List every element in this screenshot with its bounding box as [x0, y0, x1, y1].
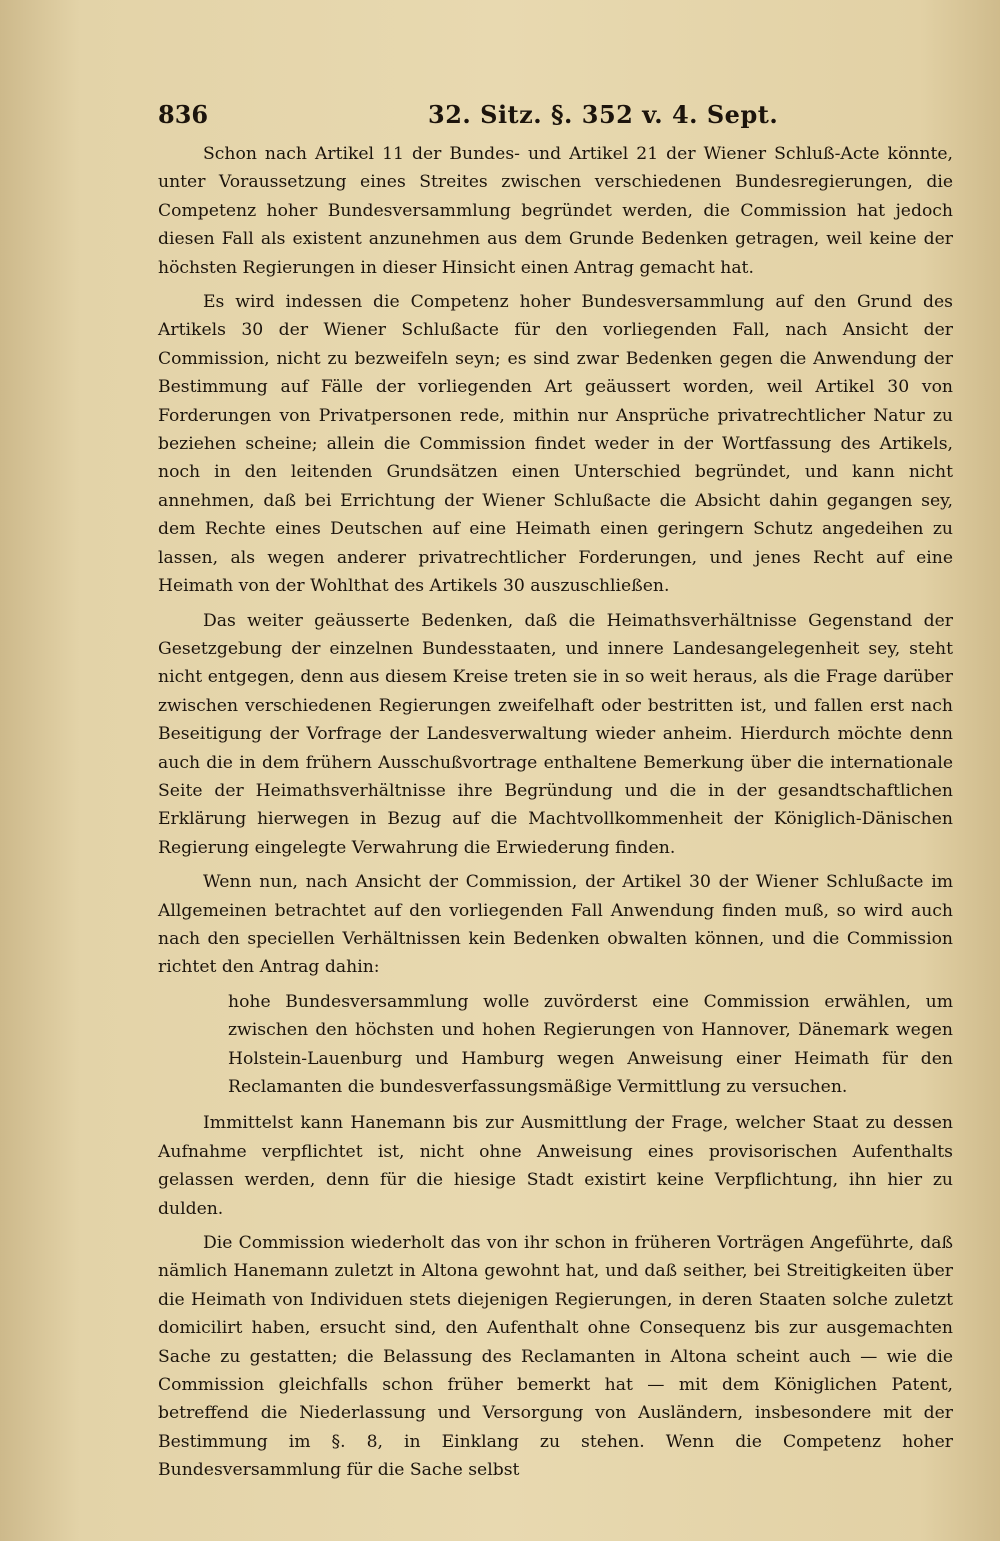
- page-number: 836: [158, 100, 209, 129]
- running-head: 32. Sitz. §. 352 v. 4. Sept.: [428, 100, 779, 129]
- paragraph-commission-motion-intro: Wenn nun, nach Ansicht der Commission, der Artikel 30 der Wiener Schlußacte im Allgemeinen betrachtet auf den vorliegenden Fall Anwendung finden muß, so wird auch nach den speciellen Verhältnissen kein Bedenken obwalten können, und die Commission richtet den Antrag dahin:: [158, 872, 953, 978]
- paragraph-competence-articles: Schon nach Artikel 11 der Bundes- und Artikel 21 der Wiener Schluß-Acte könnte, unter Voraussetzung eines Streites zwischen verschiedenen Bundesregierungen, die Competenz hoher Bundesversammlung begründet werden, die Commission hat jedoch diesen Fall als existent anzunehmen aus dem Grunde Bedenken getragen, weil keine der höchsten Regierungen in dieser Hinsicht einen Antrag gemacht hat.: [158, 144, 953, 278]
- paragraph-further-concerns: Das weiter geäusserte Bedenken, daß die Heimathsverhältnisse Gegenstand der Gesetzgebung der einzelnen Bundesstaaten, und innere Landesangelegenheit sey, steht nicht entgegen, denn aus diesem Kreise treten sie in so weit heraus, als die Frage darüber zwischen verschiedenen Regierungen zweifelhaft oder bestritten ist, und fallen erst nach Beseitigung der Vorfrage der Landesverwaltung wieder anheim. Hierdurch möchte denn auch die in dem frühern Ausschußvortrage enthaltene Bemerkung über die internationale Seite der Heimathsverhältnisse ihre Begründung und die in der gesandtschaftlichen Erklärung hierwegen in Bezug auf die Machtvollkommenheit der Königlich-Dänischen Regierung eingelegte Verwahrung die Erwiederung finden.: [158, 610, 953, 858]
- paragraph-article-30: Es wird indessen die Competenz hoher Bundesversammlung auf den Grund des Artikels 30 der Wiener Schlußacte für den vorliegenden Fall, nach Ansicht der Commission, nicht zu bezweifeln seyn; es sind zwar Bedenken gegen die Anwendung der Bestimmung auf Fälle der vorliegenden Art geäussert worden, weil Artikel 30 von Forderungen von Privatpersonen rede, mithin nur Ansprüche privatrechtlicher Natur zu beziehen scheine; allein die Commission findet weder in der Wortfassung des Artikels, noch in den leitenden Grundsätzen einen Unterschied begründet, und kann nicht annehmen, daß bei Errichtung der Wiener Schlußacte die Absicht dahin gegangen sey, dem Rechte eines Deutschen auf eine Heimath einen geringern Schutz angedeihen zu lassen, als wegen anderer privatrechtlicher Forderungen, und jenes Recht auf eine Heimath von der Wohlthat des Artikels 30 auszuschließen.: [158, 292, 953, 597]
- page-header: [158, 100, 930, 134]
- paragraph-provisional-residence: Immittelst kann Hanemann bis zur Ausmittlung der Frage, welcher Staat zu dessen Aufnahme verpflichtet ist, nicht ohne Anweisung eines provisorischen Aufenthalts gelassen werden, denn für die hiesige Stadt existirt keine Verpflichtung, ihn hier zu dulden.: [158, 1113, 953, 1219]
- motion-text: hohe Bundesversammlung wolle zuvörderst eine Commission erwählen, um zwischen den höchsten und hohen Regierungen von Hannover, Dänemark wegen Holstein-Lauenburg und Hamburg wegen Anweisung einer Heimath für den Reclamanten die bundesverfassungsmäßige Vermittlung zu versuchen.: [228, 991, 953, 1097]
- body-text: [158, 140, 953, 1491]
- paragraph-commission-repeats: Die Commission wiederholt das von ihr schon in früheren Vorträgen Angeführte, daß nämlich Hanemann zuletzt in Altona gewohnt hat, und daß seither, bei Streitigkeiten über die Heimath von Individuen stets diejenigen Regierungen, in deren Staaten solche zuletzt domicilirt haben, ersucht sind, den Aufenthalt ohne Consequenz bis zur ausgemachten Sache zu gestatten; die Belassung des Reclamanten in Altona scheint auch — wie die Commission gleichfalls schon früher bemerkt hat — mit dem Königlichen Patent, betreffend die Niederlassung und Versorgung von Ausländern, insbesondere mit der Bestimmung im §. 8, in Einklang zu stehen. Wenn die Competenz hoher Bundesversammlung für die Sache selbst: [158, 1233, 953, 1481]
